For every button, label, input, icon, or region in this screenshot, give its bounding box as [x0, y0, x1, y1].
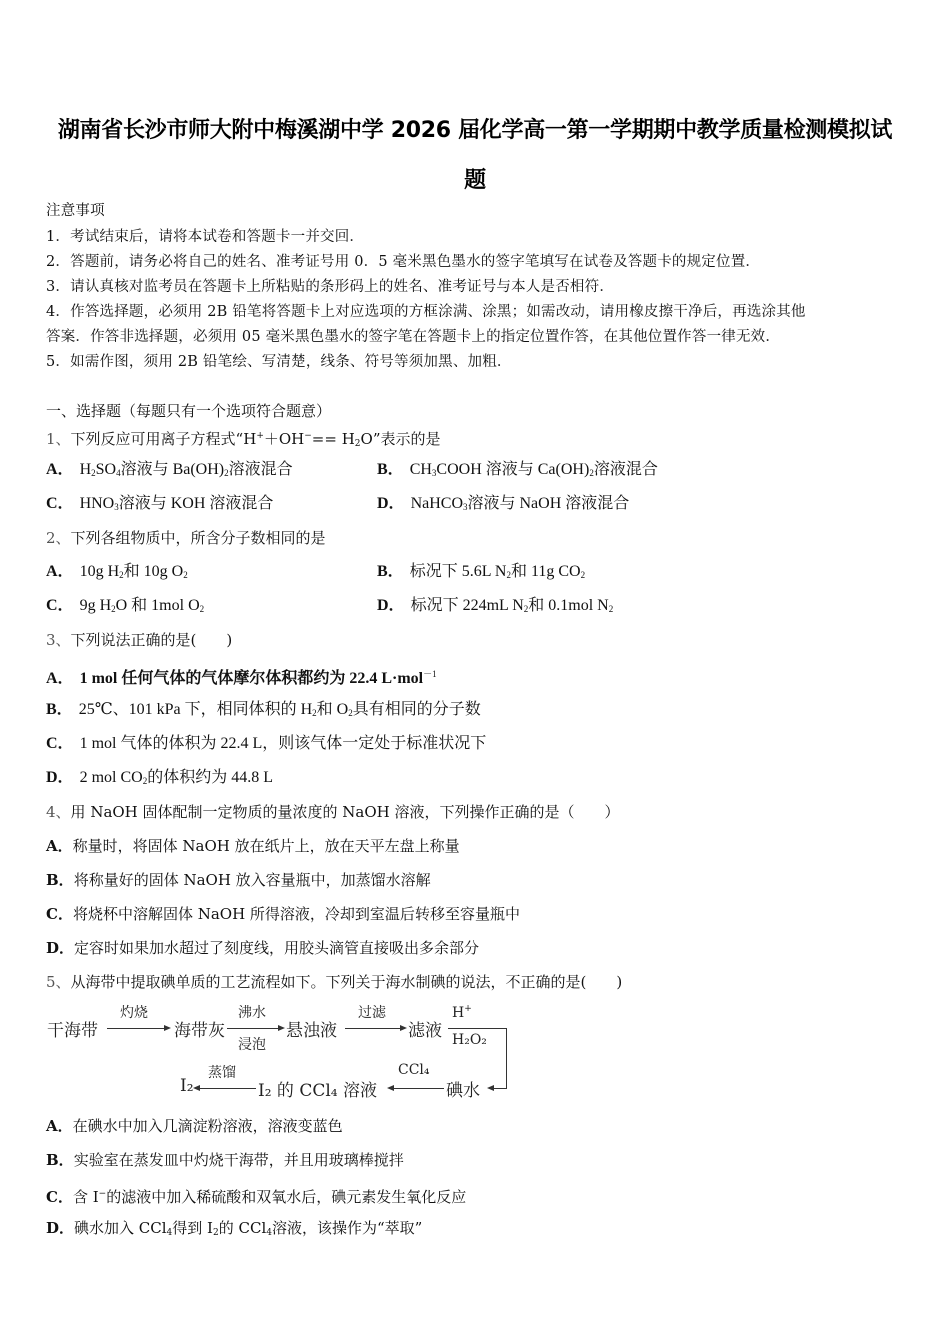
flow-arrow-down — [506, 1028, 507, 1088]
question-2-option-d[interactable]: D． 标况下 224mL $N_2$和 0.1mol $N_2$ — [377, 597, 614, 614]
flow-arrow — [198, 1088, 256, 1089]
question-5-option-c[interactable]: C．含 I−的滤液中加入稀硫酸和双氧水后，碘元素发生氧化反应 — [46, 1188, 467, 1206]
notice-item-2: 2．答题前，请务必将自己的姓名、准考证号用 0．5 毫米黑色墨水的签字笔填写在试卷及答题卡的规定位置． — [46, 254, 761, 270]
question-3-option-d[interactable]: D． 2 mol $CO_2$的体积约为 44.8 L — [46, 769, 273, 786]
iodine-extraction-flow-diagram — [40, 1000, 520, 1100]
question-5-option-b[interactable]: B．实验室在蒸发皿中灼烧干海带，并且用玻璃棒搅拌 — [46, 1151, 404, 1169]
flow-arrow — [107, 1028, 167, 1029]
document-title-line1: 湖南省长沙市师大附中梅溪湖中学 2026 届化学高一第一学期期中教学质量检测模拟试 — [57, 118, 893, 143]
flow-arrow — [345, 1028, 403, 1029]
question-number: 1、 — [46, 430, 71, 448]
question-3-option-c[interactable]: C． 1 mol 气体的体积为 22.4 L，则该气体一定处于标准状况下 — [46, 735, 487, 752]
question-2-option-b[interactable]: B． 标况下 5.6L $N_2$和 11g $CO_2$ — [377, 563, 586, 580]
question-1-option-d[interactable]: D． NaHCO$_3$溶液与 NaOH 溶液混合 — [377, 495, 630, 512]
arrow-right-icon — [400, 1025, 407, 1031]
flow-label-ccl4: CCl₄ — [398, 1062, 430, 1078]
notice-item-5: 5．如需作图，须用 2B 铅笔绘、写清楚，线条、符号等须加黑、加粗． — [46, 354, 512, 370]
question-3-stem: 3、下列说法正确的是( ) — [46, 631, 233, 649]
flow-arrow — [392, 1088, 444, 1089]
question-1-option-b[interactable]: B． $CH_3COOH$ 溶液与 $Ca(OH)_2$溶液混合 — [377, 461, 658, 478]
flow-label-h2o2: H₂O₂ — [452, 1032, 487, 1048]
question-2-option-a[interactable]: A． 10g $H_2$和 10g $O_2$ — [46, 563, 188, 580]
flow-node-suspension: 悬浊液 — [286, 1021, 337, 1041]
flow-node-iodine-water: 碘水 — [446, 1081, 480, 1101]
flow-node-iodine: I₂ — [180, 1076, 194, 1096]
section-heading: 一、选择题（每题只有一个选项符合题意） — [46, 402, 332, 420]
flow-label-distill: 蒸馏 — [208, 1065, 236, 1081]
question-2-stem: 2、下列各组物质中，所含分子数相同的是 — [46, 529, 326, 547]
question-1-option-c[interactable]: C． $HNO_3$溶液与 KOH 溶液混合 — [46, 495, 274, 512]
document-title-line2: 题 — [464, 168, 486, 193]
flow-arrow — [448, 1028, 507, 1029]
flow-label-filter: 过滤 — [358, 1005, 386, 1021]
notice-item-3: 3．请认真核对监考员在答题卡上所粘贴的条形码上的姓名、准考证号与本人是否相符． — [46, 279, 615, 295]
question-5-option-a[interactable]: A．在碘水中加入几滴淀粉溶液，溶液变蓝色 — [46, 1117, 343, 1135]
flow-node-iodine-ccl4-solution: I₂ 的 CCl₄ 溶液 — [258, 1081, 378, 1101]
flow-label-boiling-water: 沸水 — [238, 1005, 266, 1021]
notice-item-1: 1．考试结束后，请将本试卷和答题卡一并交回． — [46, 229, 365, 245]
notice-heading: 注意事项 — [46, 203, 105, 219]
flow-node-filtrate: 滤液 — [408, 1021, 442, 1041]
flow-node-kelp-ash: 海带灰 — [174, 1021, 225, 1041]
question-4-option-c[interactable]: C．将烧杯中溶解固体 NaOH 所得溶液，冷却到室温后转移至容量瓶中 — [46, 905, 520, 923]
question-4-option-d[interactable]: D．定容时如果加水超过了刻度线，用胶头滴管直接吸出多余部分 — [46, 939, 480, 957]
question-1-stem: 1、下列反应可用离子方程式“$H^++OH^-== H_2O$”表示的是 — [46, 430, 441, 449]
flow-arrow — [492, 1088, 507, 1089]
question-4-option-b[interactable]: B．将称量好的固体 NaOH 放入容量瓶中，加蒸馏水溶解 — [46, 871, 431, 889]
question-4-stem: 4、用 NaOH 固体配制一定物质的量浓度的 NaOH 溶液，下列操作正确的是（ ） — [46, 803, 620, 821]
flow-node-dry-kelp: 干海带 — [47, 1021, 98, 1041]
arrow-left-icon — [387, 1085, 394, 1091]
flow-label-h-plus: H+ — [452, 1004, 472, 1021]
question-2-option-c[interactable]: C． 9g $H_2O$ 和 1mol $O_2$ — [46, 597, 205, 614]
question-3-option-a[interactable]: A． 1 mol 任何气体的气体摩尔体积都约为 22.4 L·mol$^{-1}$ — [46, 669, 437, 687]
arrow-left-icon — [193, 1085, 200, 1091]
question-4-option-a[interactable]: A．称量时，将固体 NaOH 放在纸片上，放在天平左盘上称量 — [46, 837, 460, 855]
question-5-option-d[interactable]: D．碘水加入 CCl$_4$得到 $I_2$的 CCl$_4$溶液，该操作为“萃取” — [46, 1219, 423, 1238]
question-1-option-a[interactable]: A． $H_2SO_4$溶液与 $Ba(OH)_2$溶液混合 — [46, 461, 293, 478]
flow-label-burn: 灼烧 — [120, 1005, 148, 1021]
arrow-left-icon — [487, 1085, 494, 1091]
question-3-option-b[interactable]: B． 25℃、101 kPa 下，相同体积的 $H_2$和 $O_2$具有相同的分子数 — [46, 701, 481, 718]
arrow-right-icon — [278, 1025, 285, 1031]
flow-label-soak: 浸泡 — [238, 1037, 266, 1053]
question-5-stem: 5、从海带中提取碘单质的工艺流程如下。下列关于海水制碘的说法，不正确的是( ) — [46, 973, 623, 991]
flow-arrow — [227, 1028, 279, 1029]
notice-item-4-cont: 答案．作答非选择题，必须用 05 毫米黑色墨水的签字笔在答题卡上的指定位置作答，在其他位置作答一律无效． — [46, 329, 781, 345]
arrow-right-icon — [164, 1025, 171, 1031]
notice-item-4: 4．作答选择题，必须用 2B 铅笔将答题卡上对应选项的方框涂满、涂黑；如需改动，请用橡皮擦干净后，再选涂其他 — [46, 304, 806, 320]
